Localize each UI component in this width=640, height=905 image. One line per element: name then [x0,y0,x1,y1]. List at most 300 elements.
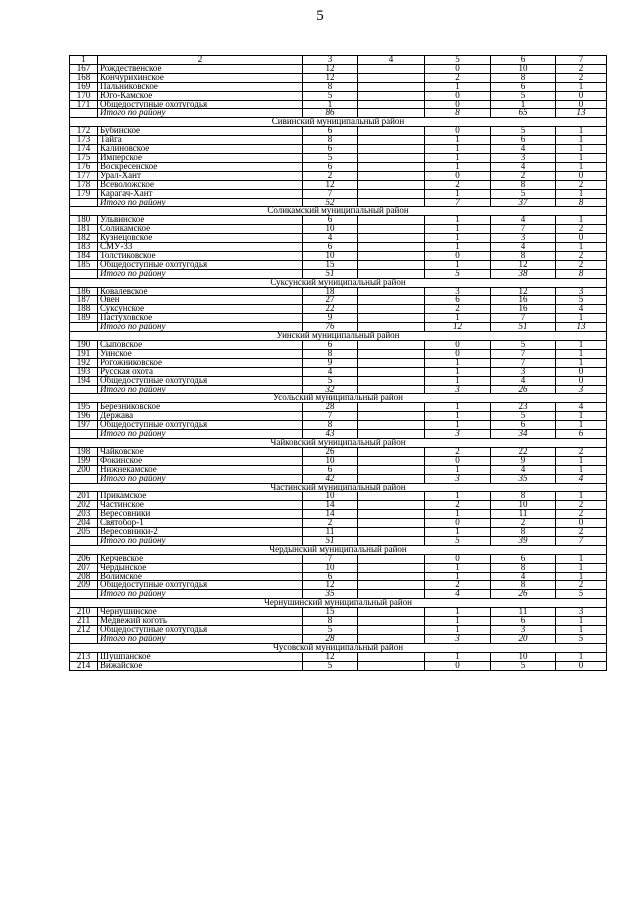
value-col6: 23 [491,403,556,412]
value-col6: 65 [491,109,556,118]
value-col5: 0 [425,171,491,180]
value-col4 [358,260,425,269]
value-col3: 10 [303,251,358,260]
hunting-ground-name: Калиновское [98,145,303,154]
row-number: 213 [70,652,98,661]
value-col7: 5 [556,634,607,643]
value-col4 [358,91,425,100]
value-col5: 0 [425,661,491,670]
row-number: 193 [70,367,98,376]
value-col4 [358,572,425,581]
value-col7: 1 [556,216,607,225]
value-col3: 10 [303,225,358,234]
row-number: 175 [70,153,98,162]
value-col4 [358,367,425,376]
value-col5: 2 [425,73,491,82]
value-col6: 5 [491,189,556,198]
hunting-ground-name: Чернушинское [98,608,303,617]
value-col5: 3 [425,634,491,643]
value-col7: 2 [556,501,607,510]
value-col4 [358,162,425,171]
hunting-ground-name: Общедоступные охотугодья [98,421,303,430]
hunting-ground-name: Тайга [98,136,303,145]
total-label: Итого по району [98,590,303,599]
value-col7: 1 [556,412,607,421]
hunting-ground-name: Общедоступные охотугодья [98,376,303,385]
value-col7: 3 [556,608,607,617]
value-col5: 1 [425,260,491,269]
row-number: 179 [70,189,98,198]
table-row [70,456,607,465]
value-col4 [358,180,425,189]
row-number: 173 [70,136,98,145]
hunting-ground-name: Святобор-1 [98,519,303,528]
value-col7: 0 [556,91,607,100]
hunting-ground-name: Всеволожское [98,180,303,189]
value-col5: 2 [425,447,491,456]
table-row [70,510,607,519]
hunting-ground-name: Урал-Хант [98,171,303,180]
value-col3: 6 [303,127,358,136]
hunting-ground-name: Частинское [98,501,303,510]
value-col7: 1 [556,136,607,145]
section-header-row [70,545,607,554]
value-col7: 1 [556,358,607,367]
hunting-ground-name: Фокинское [98,456,303,465]
total-row [70,323,607,332]
value-col6: 7 [491,225,556,234]
value-col7: 1 [556,162,607,171]
total-label: Итого по району [98,430,303,439]
total-label: Итого по району [98,634,303,643]
total-label: Итого по району [98,269,303,278]
table-row [70,153,607,162]
header-cell: 6 [491,56,556,65]
hunting-ground-name: Керчевское [98,554,303,563]
value-col5: 1 [425,626,491,635]
value-col3: 6 [303,572,358,581]
value-col7: 1 [556,82,607,91]
value-col6: 26 [491,385,556,394]
table-row [70,145,607,154]
value-col7: 1 [556,492,607,501]
value-col6: 26 [491,590,556,599]
row-number: 169 [70,82,98,91]
table-row [70,581,607,590]
value-col3: 4 [303,367,358,376]
total-label: Итого по району [98,109,303,118]
value-col3: 8 [303,82,358,91]
value-col6: 11 [491,608,556,617]
table-row [70,412,607,421]
value-col4 [358,73,425,82]
value-col6: 6 [491,136,556,145]
value-col3: 52 [303,198,358,207]
value-col5: 1 [425,403,491,412]
value-col6: 7 [491,314,556,323]
value-col7: 4 [556,474,607,483]
value-col6: 37 [491,198,556,207]
value-col4 [358,358,425,367]
value-col3: 14 [303,501,358,510]
hunting-ground-name: Кузнецовское [98,234,303,243]
value-col7: 13 [556,323,607,332]
value-col5: 0 [425,100,491,109]
value-col4 [358,225,425,234]
value-col4 [358,341,425,350]
row-number: 212 [70,626,98,635]
table-row [70,528,607,537]
value-col7: 1 [556,314,607,323]
row-number: 203 [70,510,98,519]
value-col6: 6 [491,421,556,430]
value-col7: 3 [556,385,607,394]
value-col6: 5 [491,661,556,670]
value-col7: 7 [556,536,607,545]
row-number: 197 [70,421,98,430]
hunting-ground-name: Березниковское [98,403,303,412]
hunting-ground-name: Пастуховское [98,314,303,323]
table-row [70,563,607,572]
value-col3: 6 [303,341,358,350]
value-col5: 2 [425,501,491,510]
section-header-row [70,118,607,127]
value-col4 [358,136,425,145]
value-col6: 8 [491,492,556,501]
district-name: Суксунский муниципальный район [70,278,607,287]
row-number: 192 [70,358,98,367]
value-col4 [358,323,425,332]
table-row [70,216,607,225]
value-col6: 16 [491,296,556,305]
value-col3: 18 [303,287,358,296]
value-col7: 0 [556,171,607,180]
table-row [70,403,607,412]
value-col5: 12 [425,323,491,332]
value-col3: 15 [303,260,358,269]
row-number [70,474,98,483]
row-number: 177 [70,171,98,180]
value-col3: 5 [303,91,358,100]
hunting-ground-name: Пальниковское [98,82,303,91]
hunting-ground-name: Медвежий коготь [98,617,303,626]
table-row [70,243,607,252]
total-row [70,198,607,207]
row-number: 186 [70,287,98,296]
value-col3: 51 [303,536,358,545]
hunting-ground-name: Суксунское [98,305,303,314]
row-number: 184 [70,251,98,260]
value-col6: 4 [491,376,556,385]
value-col6: 12 [491,287,556,296]
row-number: 182 [70,234,98,243]
hunting-ground-name: Прикамское [98,492,303,501]
value-col5: 1 [425,465,491,474]
table-row [70,136,607,145]
value-col7: 3 [556,287,607,296]
value-col3: 8 [303,349,358,358]
hunting-ground-name: Общедоступные охотугодья [98,260,303,269]
hunting-ground-name: Овен [98,296,303,305]
value-col5: 8 [425,109,491,118]
value-col4 [358,563,425,572]
value-col5: 5 [425,269,491,278]
value-col5: 2 [425,305,491,314]
row-number: 188 [70,305,98,314]
value-col6: 6 [491,82,556,91]
hunting-ground-name: Общедоступные охотугодья [98,626,303,635]
value-col5: 3 [425,287,491,296]
value-col7: 2 [556,528,607,537]
row-number: 172 [70,127,98,136]
value-col4 [358,652,425,661]
hunting-ground-name: Ульвинское [98,216,303,225]
value-col3: 76 [303,323,358,332]
table-row [70,492,607,501]
value-col3: 10 [303,456,358,465]
value-col6: 8 [491,581,556,590]
value-col5: 0 [425,127,491,136]
row-number: 201 [70,492,98,501]
value-col3: 51 [303,269,358,278]
value-col4 [358,501,425,510]
row-number: 183 [70,243,98,252]
value-col6: 5 [491,341,556,350]
row-number: 207 [70,563,98,572]
row-number: 195 [70,403,98,412]
value-col4 [358,590,425,599]
value-col4 [358,634,425,643]
value-col7: 1 [556,145,607,154]
total-label: Итого по району [98,536,303,545]
value-col7: 8 [556,269,607,278]
section-header-row [70,332,607,341]
value-col3: 4 [303,234,358,243]
value-col3: 28 [303,403,358,412]
value-col3: 26 [303,447,358,456]
value-col3: 6 [303,216,358,225]
value-col5: 3 [425,474,491,483]
value-col5: 1 [425,421,491,430]
value-col5: 6 [425,296,491,305]
row-number [70,323,98,332]
value-col7: 1 [556,456,607,465]
value-col5: 2 [425,581,491,590]
section-header-row [70,438,607,447]
hunting-ground-name: Уинское [98,349,303,358]
value-col3: 22 [303,305,358,314]
value-col7: 1 [556,626,607,635]
hunting-ground-name: Рогожниковское [98,358,303,367]
table-row [70,626,607,635]
hunting-ground-name: Держава [98,412,303,421]
row-number: 167 [70,64,98,73]
row-number: 178 [70,180,98,189]
row-number: 187 [70,296,98,305]
district-name: Сивинский муниципальный район [70,118,607,127]
value-col3: 6 [303,145,358,154]
table-row [70,572,607,581]
header-cell: 5 [425,56,491,65]
hunting-ground-name: Юго-Камское [98,91,303,100]
value-col4 [358,465,425,474]
value-col5: 0 [425,349,491,358]
table-row [70,296,607,305]
table-row [70,100,607,109]
value-col6: 16 [491,305,556,314]
value-col7: 1 [556,243,607,252]
value-col7: 2 [556,447,607,456]
value-col5: 1 [425,617,491,626]
table-row [70,64,607,73]
value-col7: 2 [556,225,607,234]
district-name: Частинский муниципальный район [70,483,607,492]
section-header-row [70,207,607,216]
value-col3: 10 [303,492,358,501]
hunting-ground-name: Имперское [98,153,303,162]
row-number: 191 [70,349,98,358]
value-col4 [358,287,425,296]
value-col6: 4 [491,572,556,581]
hunting-ground-name: Чердынское [98,563,303,572]
value-col3: 11 [303,528,358,537]
value-col7: 2 [556,64,607,73]
value-col4 [358,430,425,439]
value-col7: 0 [556,376,607,385]
table-row [70,358,607,367]
value-col7: 13 [556,109,607,118]
hunting-grounds-table [69,55,607,671]
value-col6: 10 [491,64,556,73]
table-row [70,82,607,91]
value-col4 [358,198,425,207]
table-row [70,225,607,234]
row-number: 181 [70,225,98,234]
table-row [70,465,607,474]
row-number [70,590,98,599]
row-number: 194 [70,376,98,385]
table-row [70,661,607,670]
row-number: 205 [70,528,98,537]
row-number: 200 [70,465,98,474]
value-col4 [358,269,425,278]
row-number: 185 [70,260,98,269]
value-col7: 2 [556,510,607,519]
value-col5: 1 [425,225,491,234]
hunting-ground-name: Воскресенское [98,162,303,171]
value-col4 [358,608,425,617]
value-col4 [358,447,425,456]
hunting-ground-name: Бубинское [98,127,303,136]
value-col5: 1 [425,528,491,537]
value-col6: 4 [491,145,556,154]
hunting-ground-name: Соликамское [98,225,303,234]
value-col6: 8 [491,563,556,572]
hunting-ground-name: Общедоступные охотугодья [98,100,303,109]
value-col5: 1 [425,510,491,519]
value-col6: 7 [491,358,556,367]
table-row [70,171,607,180]
row-number: 180 [70,216,98,225]
row-number: 199 [70,456,98,465]
value-col4 [358,64,425,73]
table-row [70,447,607,456]
table-row [70,617,607,626]
value-col3: 9 [303,314,358,323]
hunting-ground-name: Ковалевское [98,287,303,296]
total-row [70,634,607,643]
header-cell: 4 [358,56,425,65]
value-col7: 1 [556,189,607,198]
district-name: Чайковский муниципальный район [70,438,607,447]
table-row [70,287,607,296]
value-col6: 22 [491,447,556,456]
table-row [70,162,607,171]
value-col5: 0 [425,64,491,73]
table-row [70,376,607,385]
row-number [70,536,98,545]
hunting-ground-name: Кончурихинское [98,73,303,82]
district-name: Уинский муниципальный район [70,332,607,341]
table-row [70,501,607,510]
value-col4 [358,421,425,430]
value-col5: 1 [425,563,491,572]
hunting-ground-name: Шушпанское [98,652,303,661]
value-col5: 1 [425,314,491,323]
value-col6: 2 [491,519,556,528]
hunting-ground-name: Чайковское [98,447,303,456]
value-col6: 10 [491,652,556,661]
value-col5: 1 [425,145,491,154]
row-number: 170 [70,91,98,100]
row-number [70,198,98,207]
value-col7: 0 [556,661,607,670]
table-row [70,314,607,323]
total-row [70,474,607,483]
value-col3: 86 [303,109,358,118]
value-col6: 4 [491,216,556,225]
value-col7: 2 [556,73,607,82]
value-col7: 0 [556,367,607,376]
value-col6: 6 [491,617,556,626]
value-col5: 1 [425,216,491,225]
value-col5: 0 [425,341,491,350]
value-col5: 1 [425,153,491,162]
value-col4 [358,82,425,91]
value-col7: 1 [556,572,607,581]
header-cell: 2 [98,56,303,65]
value-col5: 1 [425,234,491,243]
value-col3: 8 [303,617,358,626]
value-col5: 1 [425,572,491,581]
value-col4 [358,617,425,626]
hunting-ground-name: Толстиковское [98,251,303,260]
total-label: Итого по району [98,323,303,332]
section-header-row [70,643,607,652]
hunting-ground-name: Сыповское [98,341,303,350]
value-col3: 2 [303,171,358,180]
value-col3: 8 [303,136,358,145]
hunting-ground-name: Вересовники-2 [98,528,303,537]
table-row [70,73,607,82]
value-col6: 3 [491,626,556,635]
value-col6: 51 [491,323,556,332]
row-number: 210 [70,608,98,617]
value-col3: 12 [303,180,358,189]
value-col6: 9 [491,456,556,465]
value-col3: 6 [303,243,358,252]
value-col5: 1 [425,412,491,421]
